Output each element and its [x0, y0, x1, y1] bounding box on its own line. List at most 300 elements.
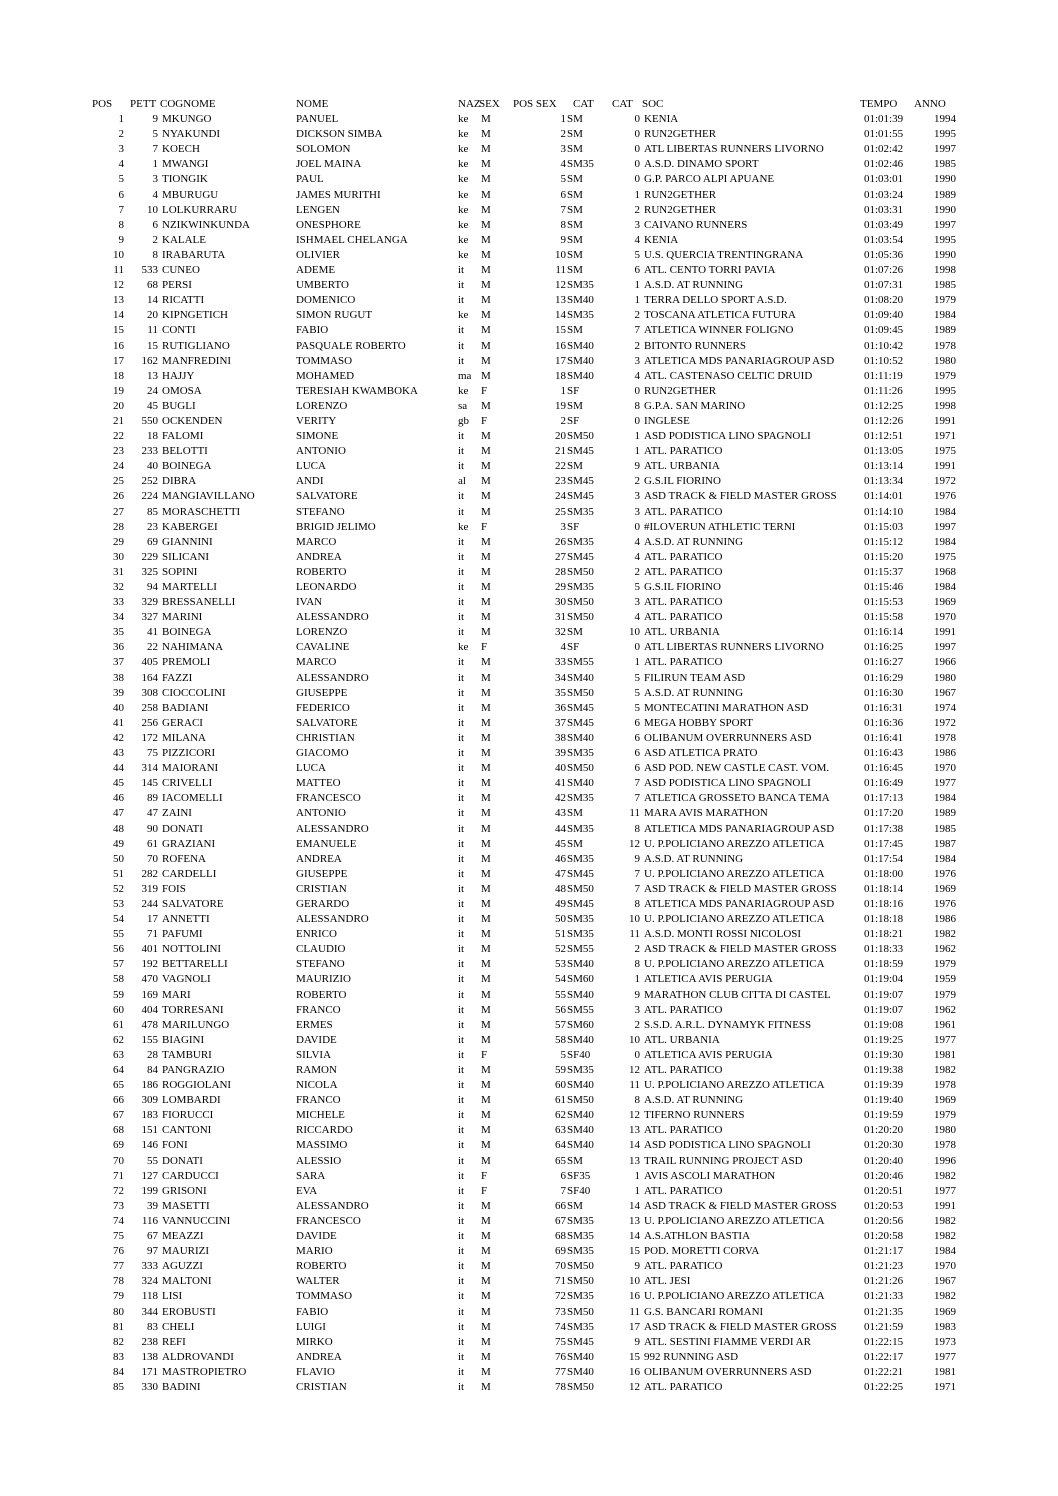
cell-nome: FRANCO [296, 1094, 341, 1107]
cell-pos-sex: 16 [555, 339, 566, 352]
cell-pos-cat: 2 [634, 565, 640, 578]
cell-pos: 22 [113, 430, 124, 443]
cell-pos-sex: 43 [555, 807, 566, 820]
cell-naz: it [458, 807, 465, 820]
cell-pett: 8 [152, 248, 158, 261]
cell-anno: 1982 [934, 1230, 956, 1243]
cell-naz: it [458, 792, 465, 805]
cell-tempo: 01:09:40 [864, 309, 904, 322]
cell-pos-cat: 8 [634, 399, 640, 412]
cell-naz: it [458, 988, 465, 1001]
table-row [0, 1320, 1058, 1335]
cell-soc: ATL. PARATICO [644, 656, 723, 669]
cell-anno: 1974 [934, 701, 956, 714]
cell-cat: SM40 [567, 354, 594, 367]
cell-nome: ANTONIO [296, 445, 346, 458]
cell-cognome: MASETTI [162, 1199, 210, 1212]
cell-pos-sex: 35 [555, 686, 566, 699]
cell-pos: 41 [113, 716, 124, 729]
cell-sex: M [481, 354, 491, 367]
cell-soc: RUN2GETHER [644, 128, 717, 141]
cell-cognome: HAJJY [162, 369, 195, 382]
cell-tempo: 01:03:49 [864, 218, 904, 231]
cell-cognome: LOLKURRARU [162, 203, 238, 216]
cell-cognome: FOIS [162, 882, 186, 895]
table-row [0, 671, 1058, 686]
cell-cat: SM [567, 1154, 583, 1167]
cell-pett: 470 [141, 973, 158, 986]
cell-sex: M [481, 988, 491, 1001]
table-row [0, 308, 1058, 323]
cell-anno: 1991 [934, 460, 956, 473]
cell-pos-sex: 48 [555, 882, 566, 895]
cell-naz: it [458, 1184, 465, 1197]
cell-pett: 169 [141, 988, 158, 1001]
cell-pos-cat: 11 [629, 928, 640, 941]
cell-sex: M [481, 701, 491, 714]
cell-cat: SM45 [567, 475, 594, 488]
cell-soc: A.S.D. MONTI ROSSI NICOLOSI [644, 928, 802, 941]
cell-soc: ASD TRACK & FIELD MASTER GROSS [644, 1320, 837, 1333]
table-row [0, 142, 1058, 157]
cell-cat: SM45 [567, 550, 594, 563]
cell-naz: it [458, 1290, 465, 1303]
cell-tempo: 01:20:51 [864, 1184, 904, 1197]
cell-anno: 1984 [934, 309, 956, 322]
cell-soc: ATL. PARATICO [644, 1380, 723, 1393]
cell-pos: 69 [113, 1139, 124, 1152]
cell-nome: PAUL [296, 173, 324, 186]
cell-tempo: 01:21:23 [864, 1260, 904, 1273]
cell-pett: 478 [141, 1018, 158, 1031]
cell-naz: it [458, 1230, 465, 1243]
cell-nome: FRANCESCO [296, 792, 361, 805]
cell-naz: it [458, 581, 465, 593]
cell-nome: TOMMASO [296, 354, 353, 367]
table-header [0, 97, 1058, 112]
cell-pos-cat: 2 [634, 943, 640, 956]
cell-soc: ASD TRACK & FIELD MASTER GROSS [644, 1199, 837, 1212]
table-row [0, 218, 1058, 233]
cell-anno: 1979 [934, 988, 956, 1001]
cell-cat: SM55 [567, 943, 594, 956]
cell-naz: ke [458, 248, 469, 261]
cell-anno: 1984 [934, 792, 956, 805]
cell-soc: U. P.POLICIANO AREZZO ATLETICA [644, 867, 825, 880]
cell-pos-sex: 5 [560, 173, 566, 186]
cell-sex: M [481, 762, 491, 775]
cell-cat: SM35 [567, 279, 594, 292]
cell-anno: 1977 [934, 777, 956, 790]
cell-cognome: SALVATORE [162, 897, 224, 910]
cell-pos-cat: 7 [634, 777, 640, 790]
cell-nome: MIRKO [296, 1335, 333, 1348]
cell-cat: SM [567, 143, 583, 156]
cell-pos: 60 [113, 1003, 124, 1016]
cell-anno: 1998 [934, 399, 956, 412]
cell-cat: SM35 [567, 1064, 594, 1076]
cell-tempo: 01:18:21 [864, 928, 904, 941]
cell-pos: 8 [118, 218, 124, 231]
cell-naz: ke [458, 233, 469, 246]
table-row [0, 942, 1058, 957]
cell-pos-sex: 32 [555, 626, 566, 639]
cell-nome: ROBERTO [296, 565, 347, 578]
cell-naz: it [458, 626, 465, 639]
cell-pett: 244 [141, 897, 158, 910]
cell-cat: SM45 [567, 701, 594, 714]
cell-soc: MARATHON CLUB CITTA DI CASTEL [644, 988, 831, 1001]
cell-naz: it [458, 1094, 465, 1107]
cell-pos: 55 [113, 928, 124, 941]
cell-cat: SM35 [567, 1230, 594, 1243]
cell-nome: ALESSANDRO [296, 822, 369, 835]
table-row [0, 505, 1058, 520]
cell-cat: SM50 [567, 611, 594, 624]
cell-pos: 31 [113, 565, 124, 578]
cell-soc: ATL. PARATICO [644, 565, 723, 578]
cell-soc: ASD TRACK & FIELD MASTER GROSS [644, 490, 837, 503]
cell-naz: ke [458, 158, 469, 171]
cell-pos: 13 [113, 294, 124, 307]
cell-pos: 45 [113, 777, 124, 790]
cell-anno: 1978 [934, 339, 956, 352]
table-row [0, 474, 1058, 489]
cell-anno: 1997 [934, 641, 956, 654]
cell-pos: 28 [113, 520, 124, 533]
cell-pos: 10 [113, 248, 124, 261]
results-table [0, 97, 1058, 1395]
cell-nome: MARCO [296, 656, 337, 669]
cell-cat: SM60 [567, 973, 594, 986]
cell-cat: SM [567, 188, 583, 201]
cell-pett: 145 [141, 777, 158, 790]
cell-pos-sex: 29 [555, 581, 566, 593]
cell-pos: 17 [113, 354, 124, 367]
cell-tempo: 01:18:59 [864, 958, 904, 971]
cell-naz: it [458, 1109, 465, 1122]
table-row [0, 535, 1058, 550]
cell-sex: M [481, 173, 491, 186]
table-row [0, 1259, 1058, 1274]
cell-pett: 45 [147, 399, 158, 412]
cell-pett: 23 [147, 520, 158, 533]
table-row [0, 414, 1058, 429]
cell-naz: it [458, 1350, 465, 1363]
cell-sex: M [481, 339, 491, 352]
cell-naz: it [458, 1064, 465, 1076]
cell-pos: 65 [113, 1079, 124, 1092]
cell-naz: ke [458, 188, 469, 201]
cell-naz: it [458, 958, 465, 971]
cell-pett: 15 [147, 339, 158, 352]
cell-sex: F [481, 1169, 488, 1182]
table-row [0, 1184, 1058, 1199]
cell-pett: 2 [152, 233, 158, 246]
cell-cognome: BUGLI [162, 399, 196, 412]
cell-cat: SM40 [567, 1139, 594, 1152]
cell-pos-cat: 5 [634, 248, 640, 261]
cell-anno: 1982 [934, 928, 956, 941]
cell-naz: it [458, 505, 465, 518]
cell-nome: FRANCESCO [296, 1214, 361, 1227]
table-row [0, 625, 1058, 640]
cell-sex: M [481, 882, 491, 895]
cell-soc: TRAIL RUNNING PROJECT ASD [644, 1154, 803, 1167]
cell-pos-cat: 15 [629, 1350, 640, 1363]
cell-anno: 1980 [934, 671, 956, 684]
cell-pos-cat: 0 [634, 113, 640, 126]
cell-cognome: BOINEGA [162, 460, 212, 473]
table-row [0, 1380, 1058, 1395]
cell-pos: 76 [113, 1245, 124, 1258]
cell-pett: 39 [147, 1199, 158, 1212]
cell-sex: M [481, 490, 491, 503]
cell-naz: it [458, 1124, 465, 1137]
cell-cognome: RUTIGLIANO [162, 339, 230, 352]
cell-pos-sex: 7 [560, 203, 566, 216]
cell-pos-cat: 10 [629, 1275, 640, 1288]
cell-cognome: DIBRA [162, 475, 197, 488]
cell-anno: 1979 [934, 294, 956, 307]
cell-sex: M [481, 1380, 491, 1393]
cell-pos: 18 [113, 369, 124, 382]
cell-pos: 50 [113, 852, 124, 865]
cell-nome: MOHAMED [296, 369, 355, 382]
cell-cat: SM35 [567, 1245, 594, 1258]
cell-nome: ENRICO [296, 928, 337, 941]
cell-pett: 405 [141, 656, 158, 669]
cell-pos: 9 [118, 233, 124, 246]
cell-pos: 78 [113, 1275, 124, 1288]
cell-cognome: LISI [162, 1290, 183, 1303]
table-row [0, 761, 1058, 776]
cell-naz: it [458, 852, 465, 865]
table-row [0, 912, 1058, 927]
cell-nome: MATTEO [296, 777, 341, 790]
cell-cat: SM [567, 264, 583, 277]
cell-pos-cat: 5 [634, 686, 640, 699]
table-row [0, 1199, 1058, 1214]
cell-pos-cat: 0 [634, 414, 640, 427]
cell-cat: SM [567, 248, 583, 261]
cell-pos-sex: 56 [555, 1003, 566, 1016]
table-row [0, 957, 1058, 972]
cell-nome: SALVATORE [296, 490, 358, 503]
cell-pos: 36 [113, 641, 124, 654]
cell-cat: SM35 [567, 535, 594, 548]
cell-anno: 1979 [934, 1109, 956, 1122]
cell-cat: SM35 [567, 581, 594, 593]
cell-pett: 319 [141, 882, 158, 895]
cell-cat: SM35 [567, 505, 594, 518]
cell-pos: 26 [113, 490, 124, 503]
table-row [0, 716, 1058, 731]
cell-soc: 992 RUNNING ASD [644, 1350, 739, 1363]
cell-nome: RAMON [296, 1064, 337, 1076]
table-row [0, 112, 1058, 127]
cell-pett: 146 [141, 1139, 158, 1152]
cell-pos: 16 [113, 339, 124, 352]
cell-nome: ROBERTO [296, 988, 347, 1001]
cell-soc: ATL. PARATICO [644, 445, 723, 458]
cell-sex: M [481, 1064, 491, 1076]
cell-pos: 33 [113, 596, 124, 609]
cell-pos-cat: 10 [629, 626, 640, 639]
cell-pos: 53 [113, 897, 124, 910]
cell-sex: M [481, 475, 491, 488]
cell-pos: 54 [113, 913, 124, 926]
cell-naz: it [458, 928, 465, 941]
cell-tempo: 01:15:37 [864, 565, 904, 578]
cell-nome: ANDI [296, 475, 324, 488]
cell-pett: 199 [141, 1184, 158, 1197]
cell-cat: SM40 [567, 294, 594, 307]
cell-cat: SM35 [567, 747, 594, 760]
cell-anno: 1976 [934, 490, 956, 503]
cell-soc: U. P.POLICIANO AREZZO ATLETICA [644, 1290, 825, 1303]
cell-pos-cat: 11 [629, 1305, 640, 1318]
cell-cognome: CUNEO [162, 264, 200, 277]
cell-pos-cat: 0 [634, 520, 640, 533]
cell-nome: ALESSANDRO [296, 913, 369, 926]
table-row [0, 1169, 1058, 1184]
header-pos-cat: CAT [612, 98, 633, 110]
cell-pett: 171 [141, 1365, 158, 1378]
cell-pos-cat: 8 [634, 958, 640, 971]
cell-soc: FILIRUN TEAM ASD [644, 671, 746, 684]
cell-pos-cat: 8 [634, 822, 640, 835]
cell-anno: 1980 [934, 1124, 956, 1137]
cell-anno: 1977 [934, 1184, 956, 1197]
cell-pett: 69 [147, 535, 158, 548]
table-row [0, 972, 1058, 987]
cell-soc: MEGA HOBBY SPORT [644, 716, 753, 729]
cell-anno: 1979 [934, 958, 956, 971]
cell-soc: ATL. PARATICO [644, 596, 723, 609]
cell-nome: LUCA [296, 762, 326, 775]
cell-cat: SM45 [567, 716, 594, 729]
cell-sex: M [481, 1290, 491, 1303]
cell-soc: ASD PODISTICA LINO SPAGNOLI [644, 777, 811, 790]
cell-anno: 1983 [934, 1320, 956, 1333]
cell-pos: 66 [113, 1094, 124, 1107]
cell-cat: SM [567, 460, 583, 473]
cell-pos: 3 [118, 143, 124, 156]
cell-tempo: 01:18:16 [864, 897, 904, 910]
cell-pos-cat: 1 [634, 1169, 640, 1182]
cell-pett: 172 [141, 731, 158, 744]
cell-naz: it [458, 1214, 465, 1227]
cell-pett: 258 [141, 701, 158, 714]
cell-pos: 37 [113, 656, 124, 669]
cell-tempo: 01:08:20 [864, 294, 904, 307]
cell-sex: M [481, 1305, 491, 1318]
table-row [0, 595, 1058, 610]
cell-pos: 82 [113, 1335, 124, 1348]
cell-anno: 1989 [934, 188, 956, 201]
cell-pos-sex: 50 [555, 913, 566, 926]
cell-pos-sex: 63 [555, 1124, 566, 1137]
cell-cat: SM50 [567, 430, 594, 443]
cell-naz: it [458, 565, 465, 578]
cell-cat: SM50 [567, 596, 594, 609]
cell-pos-sex: 39 [555, 747, 566, 760]
cell-cognome: KOECH [162, 143, 200, 156]
cell-pett: 11 [147, 324, 158, 337]
table-row [0, 927, 1058, 942]
cell-tempo: 01:12:26 [864, 414, 904, 427]
cell-nome: EVA [296, 1184, 318, 1197]
cell-pos-sex: 51 [555, 928, 566, 941]
table-row [0, 610, 1058, 625]
cell-cat: SM35 [567, 913, 594, 926]
cell-pos-cat: 11 [629, 807, 640, 820]
cell-anno: 1972 [934, 716, 956, 729]
cell-nome: DAVIDE [296, 1230, 337, 1243]
cell-pett: 186 [141, 1079, 158, 1092]
cell-pett: 7 [152, 143, 158, 156]
cell-naz: gb [458, 414, 469, 427]
cell-cognome: SOPINI [162, 565, 198, 578]
cell-sex: F [481, 1048, 488, 1061]
header-pos-sex: POS SEX [513, 98, 557, 110]
cell-naz: it [458, 882, 465, 895]
table-body [0, 112, 1058, 1395]
cell-cognome: MBURUGU [162, 188, 219, 201]
cell-anno: 1978 [934, 1139, 956, 1152]
cell-pos-sex: 59 [555, 1064, 566, 1076]
cell-pett: 401 [141, 943, 158, 956]
cell-soc: ATLETICA AVIS PERUGIA [644, 973, 773, 986]
cell-cognome: MAURIZI [162, 1245, 210, 1258]
cell-pos-sex: 74 [555, 1320, 566, 1333]
cell-pos-sex: 38 [555, 731, 566, 744]
cell-cognome: FAZZI [162, 671, 193, 684]
cell-anno: 1982 [934, 1290, 956, 1303]
cell-nome: ALESSANDRO [296, 611, 369, 624]
cell-soc: KENIA [644, 233, 679, 246]
cell-nome: IVAN [296, 596, 323, 609]
cell-soc: ATL. CENTO TORRI PAVIA [644, 264, 776, 277]
cell-pos-cat: 1 [634, 445, 640, 458]
cell-naz: it [458, 1245, 465, 1258]
cell-pett: 47 [147, 807, 158, 820]
cell-cognome: ANNETTI [162, 913, 210, 926]
cell-sex: M [481, 128, 491, 141]
cell-anno: 1975 [934, 445, 956, 458]
cell-nome: PASQUALE ROBERTO [296, 339, 406, 352]
cell-nome: CLAUDIO [296, 943, 346, 956]
cell-soc: ATL. PARATICO [644, 1184, 723, 1197]
cell-cognome: EROBUSTI [162, 1305, 216, 1318]
cell-pett: 162 [141, 354, 158, 367]
cell-tempo: 01:05:36 [864, 248, 904, 261]
cell-pett: 533 [141, 264, 158, 277]
cell-naz: it [458, 1260, 465, 1273]
cell-nome: SILVIA [296, 1048, 332, 1061]
cell-anno: 1976 [934, 897, 956, 910]
cell-pos-sex: 28 [555, 565, 566, 578]
cell-anno: 1991 [934, 1199, 956, 1212]
cell-pos: 21 [113, 414, 124, 427]
cell-soc: ATL. PARATICO [644, 1064, 723, 1076]
cell-naz: it [458, 294, 465, 307]
cell-anno: 1977 [934, 1033, 956, 1046]
table-row [0, 339, 1058, 354]
cell-cognome: DONATI [162, 1154, 203, 1167]
cell-sex: M [481, 913, 491, 926]
